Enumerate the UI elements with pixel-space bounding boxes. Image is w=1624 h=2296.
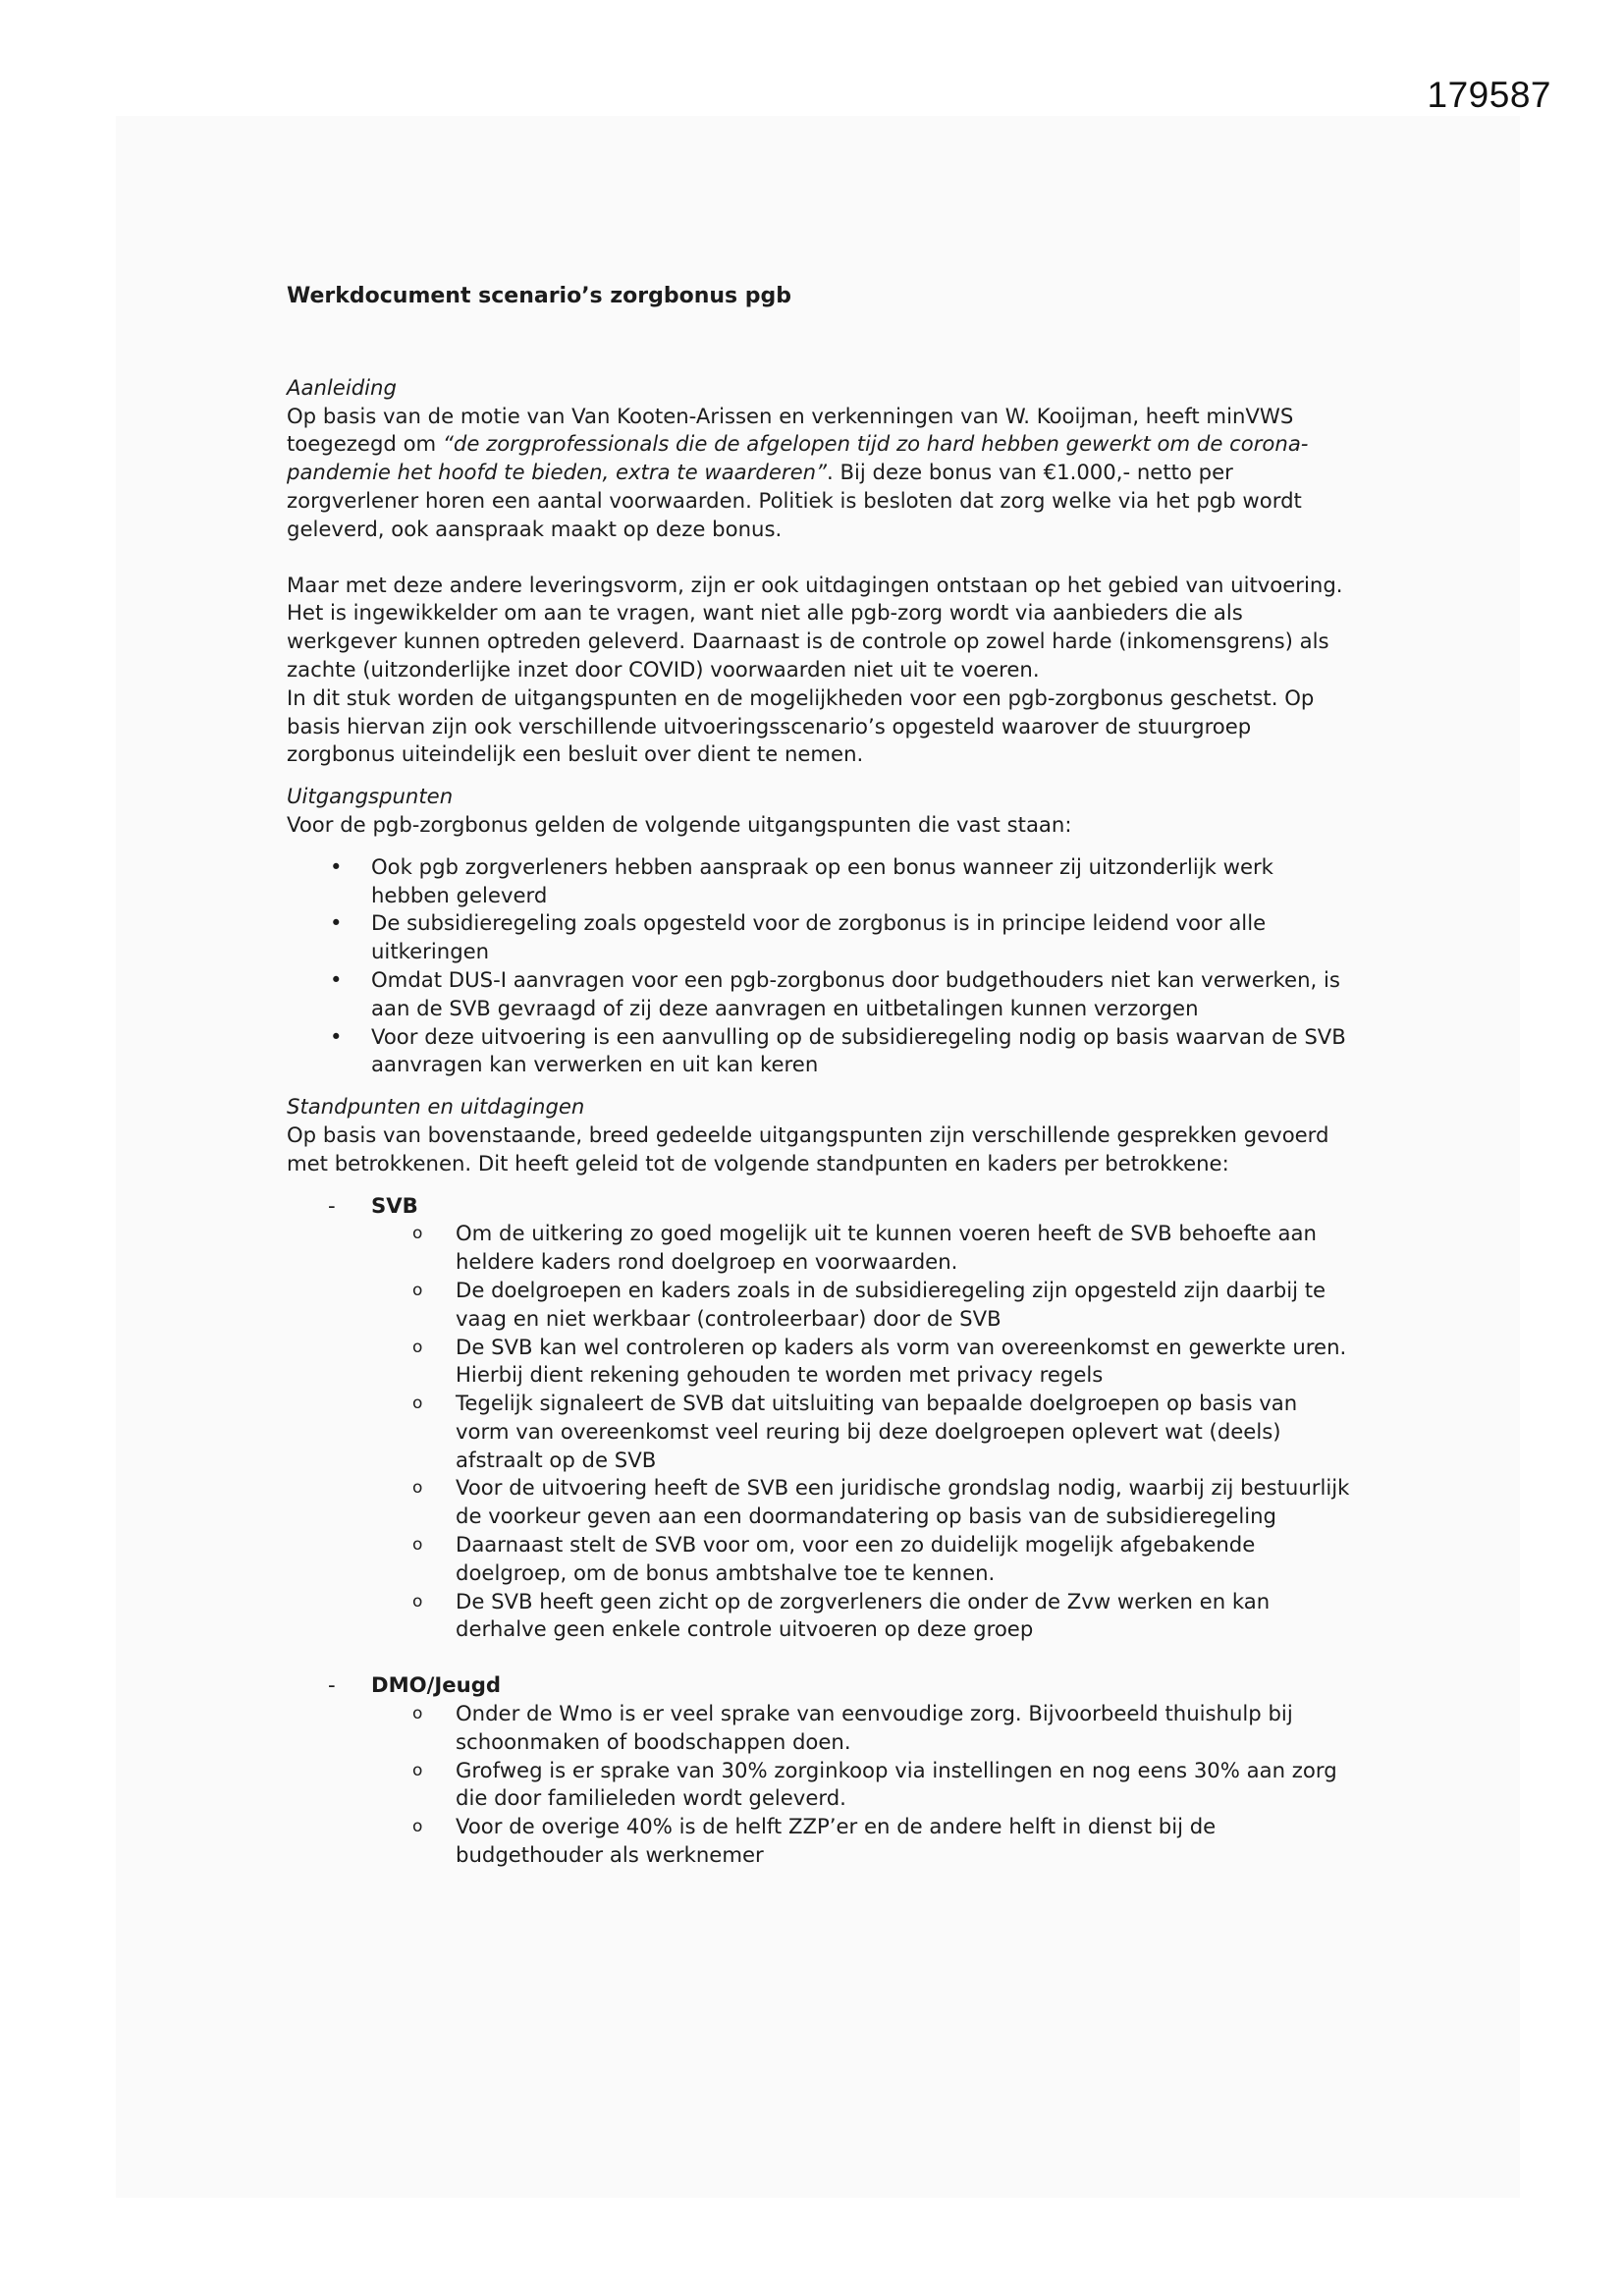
aanleiding-paragraph-2: Maar met deze andere leveringsvorm, zijn er ook uitdagingen ontstaan op het gebied van uitvoering. Het is ingewikkelder om aan te vragen, want niet alle pgb-zorg wordt via aanbieders die als werkgever kunnen optreden geleverd. Daarnaast is de controle op zowel harde (inkomensgrens) als zachte (uitzonderlijke inzet door COVID) voorwaarden niet uit te voeren. [287,572,1343,682]
list-item: o De SVB kan wel controleren op kaders als vorm van overeenkomst en gewerkte uren. Hierbij dient rekening gehouden te worden met privacy regels [371,1334,1357,1391]
list-item: o Om de uitkering zo goed mogelijk uit te kunnen voeren heeft de SVB behoefte aan heldere kaders rond doelgroep en voorwaarden. [371,1220,1357,1277]
uitgangspunten-list [287,853,1357,1079]
heading-uitgangspunten: Uitgangspunten [287,784,454,809]
heading-standpunten: Standpunten en uitdagingen [287,1094,585,1120]
svb-points-list [371,1220,1357,1644]
list-item: o De doelgroepen en kaders zoals in de subsidieregeling zijn opgesteld zijn daarbij te vaag en niet werkbaar (controleerbaar) door de SVB [371,1277,1357,1334]
dmo-jeugd-points-list [371,1700,1357,1870]
list-item: • De subsidieregeling zoals opgesteld voor de zorgbonus is in principe leidend voor alle uitkeringen [287,909,1357,966]
aanleiding-p1-end: . Bij deze bonus van €1.000,- netto per zorgverlener horen een aantal voorwaarden. Politiek is besloten dat zorg welke via het pgb wordt geleverd, ook aanspraak maakt op deze bonus. [287,460,1302,541]
list-item: o Grofweg is er sprake van 30% zorginkoop via instellingen en nog eens 30% aan zorg die door familieleden wordt geleverd. [371,1757,1357,1814]
list-item: o Tegelijk signaleert de SVB dat uitsluiting van bepaalde doelgroepen op basis van vorm van overeenkomst veel reuring bij deze doelgroepen oplevert wat (deels) afstraalt op de SVB [371,1390,1357,1474]
uitgangspunten-intro: Voor de pgb-zorgbonus gelden de volgende uitgangspunten die vast staan: [287,811,1072,837]
stakeholder-svb [287,1192,1357,1645]
document-title: Werkdocument scenario’s zorgbonus pgb [287,284,792,308]
stakeholder-label-svb: SVB [371,1192,418,1218]
list-item: o Voor de overige 40% is de helft ZZP’er en de andere helft in dienst bij de budgethouder als werknemer [371,1813,1357,1870]
stakeholder-label-dmo-jeugd: DMO/Jeugd [371,1672,502,1698]
aanleiding-paragraph-3: In dit stuk worden de uitgangspunten en de mogelijkheden voor een pgb-zorgbonus geschetst. Op basis hiervan zijn ook verschillende uitvoeringsscenario’s opgesteld waarover de stuurgroep zorgbonus uiteindelijk een besluit over dient te nemen. [287,684,1315,767]
aanleiding-paragraph-1 [287,403,1357,544]
dash-marker: - [328,1672,336,1698]
list-item: o Daarnaast stelt de SVB voor om, voor een zo duidelijk mogelijk afgebakende doelgroep, om de bonus ambtshalve toe te kennen. [371,1531,1357,1588]
list-item: • Voor deze uitvoering is een aanvulling op de subsidieregeling nodig op basis waarvan de SVB aanvragen kan verwerken en uit kan keren [287,1023,1357,1080]
document-number: 179587 [1427,75,1551,115]
list-item: • Omdat DUS-I aanvragen voor een pgb-zorgbonus door budgethouders niet kan verwerken, is aan de SVB gevraagd of zij deze aanvragen en uitbetalingen kunnen verzorgen [287,966,1357,1023]
heading-aanleiding: Aanleiding [287,374,397,400]
document-body [287,283,1357,1870]
aanleiding-p1-quote: “de zorgprofessionals die de afgelopen tijd zo hard hebben gewerkt om de corona-pandemie het hoofd te bieden, extra te waarderen” [287,431,1309,485]
list-item: o Voor de uitvoering heeft de SVB een juridische grondslag nodig, waarbij zij bestuurlijk de voorkeur geven aan een doormandatering op basis van de subsidieregeling [371,1474,1357,1531]
aanleiding-p1-start: Op basis van de motie van Van Kooten-Arissen en verkenningen van W. Kooijman, heeft minVWS toegezegd om [287,403,1294,457]
stakeholder-list [287,1192,1357,1870]
list-item: • Ook pgb zorgverleners hebben aanspraak op een bonus wanneer zij uitzonderlijk werk hebben geleverd [287,853,1357,910]
list-item: o De SVB heeft geen zicht op de zorgverleners die onder de Zvw werken en kan derhalve geen enkele controle uitvoeren op deze groep [371,1588,1357,1645]
stakeholder-dmo-jeugd [287,1671,1357,1870]
dash-marker: - [328,1192,336,1218]
list-item: o Onder de Wmo is er veel sprake van eenvoudige zorg. Bijvoorbeeld thuishulp bij schoonmaken of boodschappen doen. [371,1700,1357,1757]
standpunten-intro: Op basis van bovenstaande, breed gedeelde uitgangspunten zijn verschillende gesprekken gevoerd met betrokkenen. Dit heeft geleid tot de volgende standpunten en kaders per betrokkene: [287,1121,1329,1175]
